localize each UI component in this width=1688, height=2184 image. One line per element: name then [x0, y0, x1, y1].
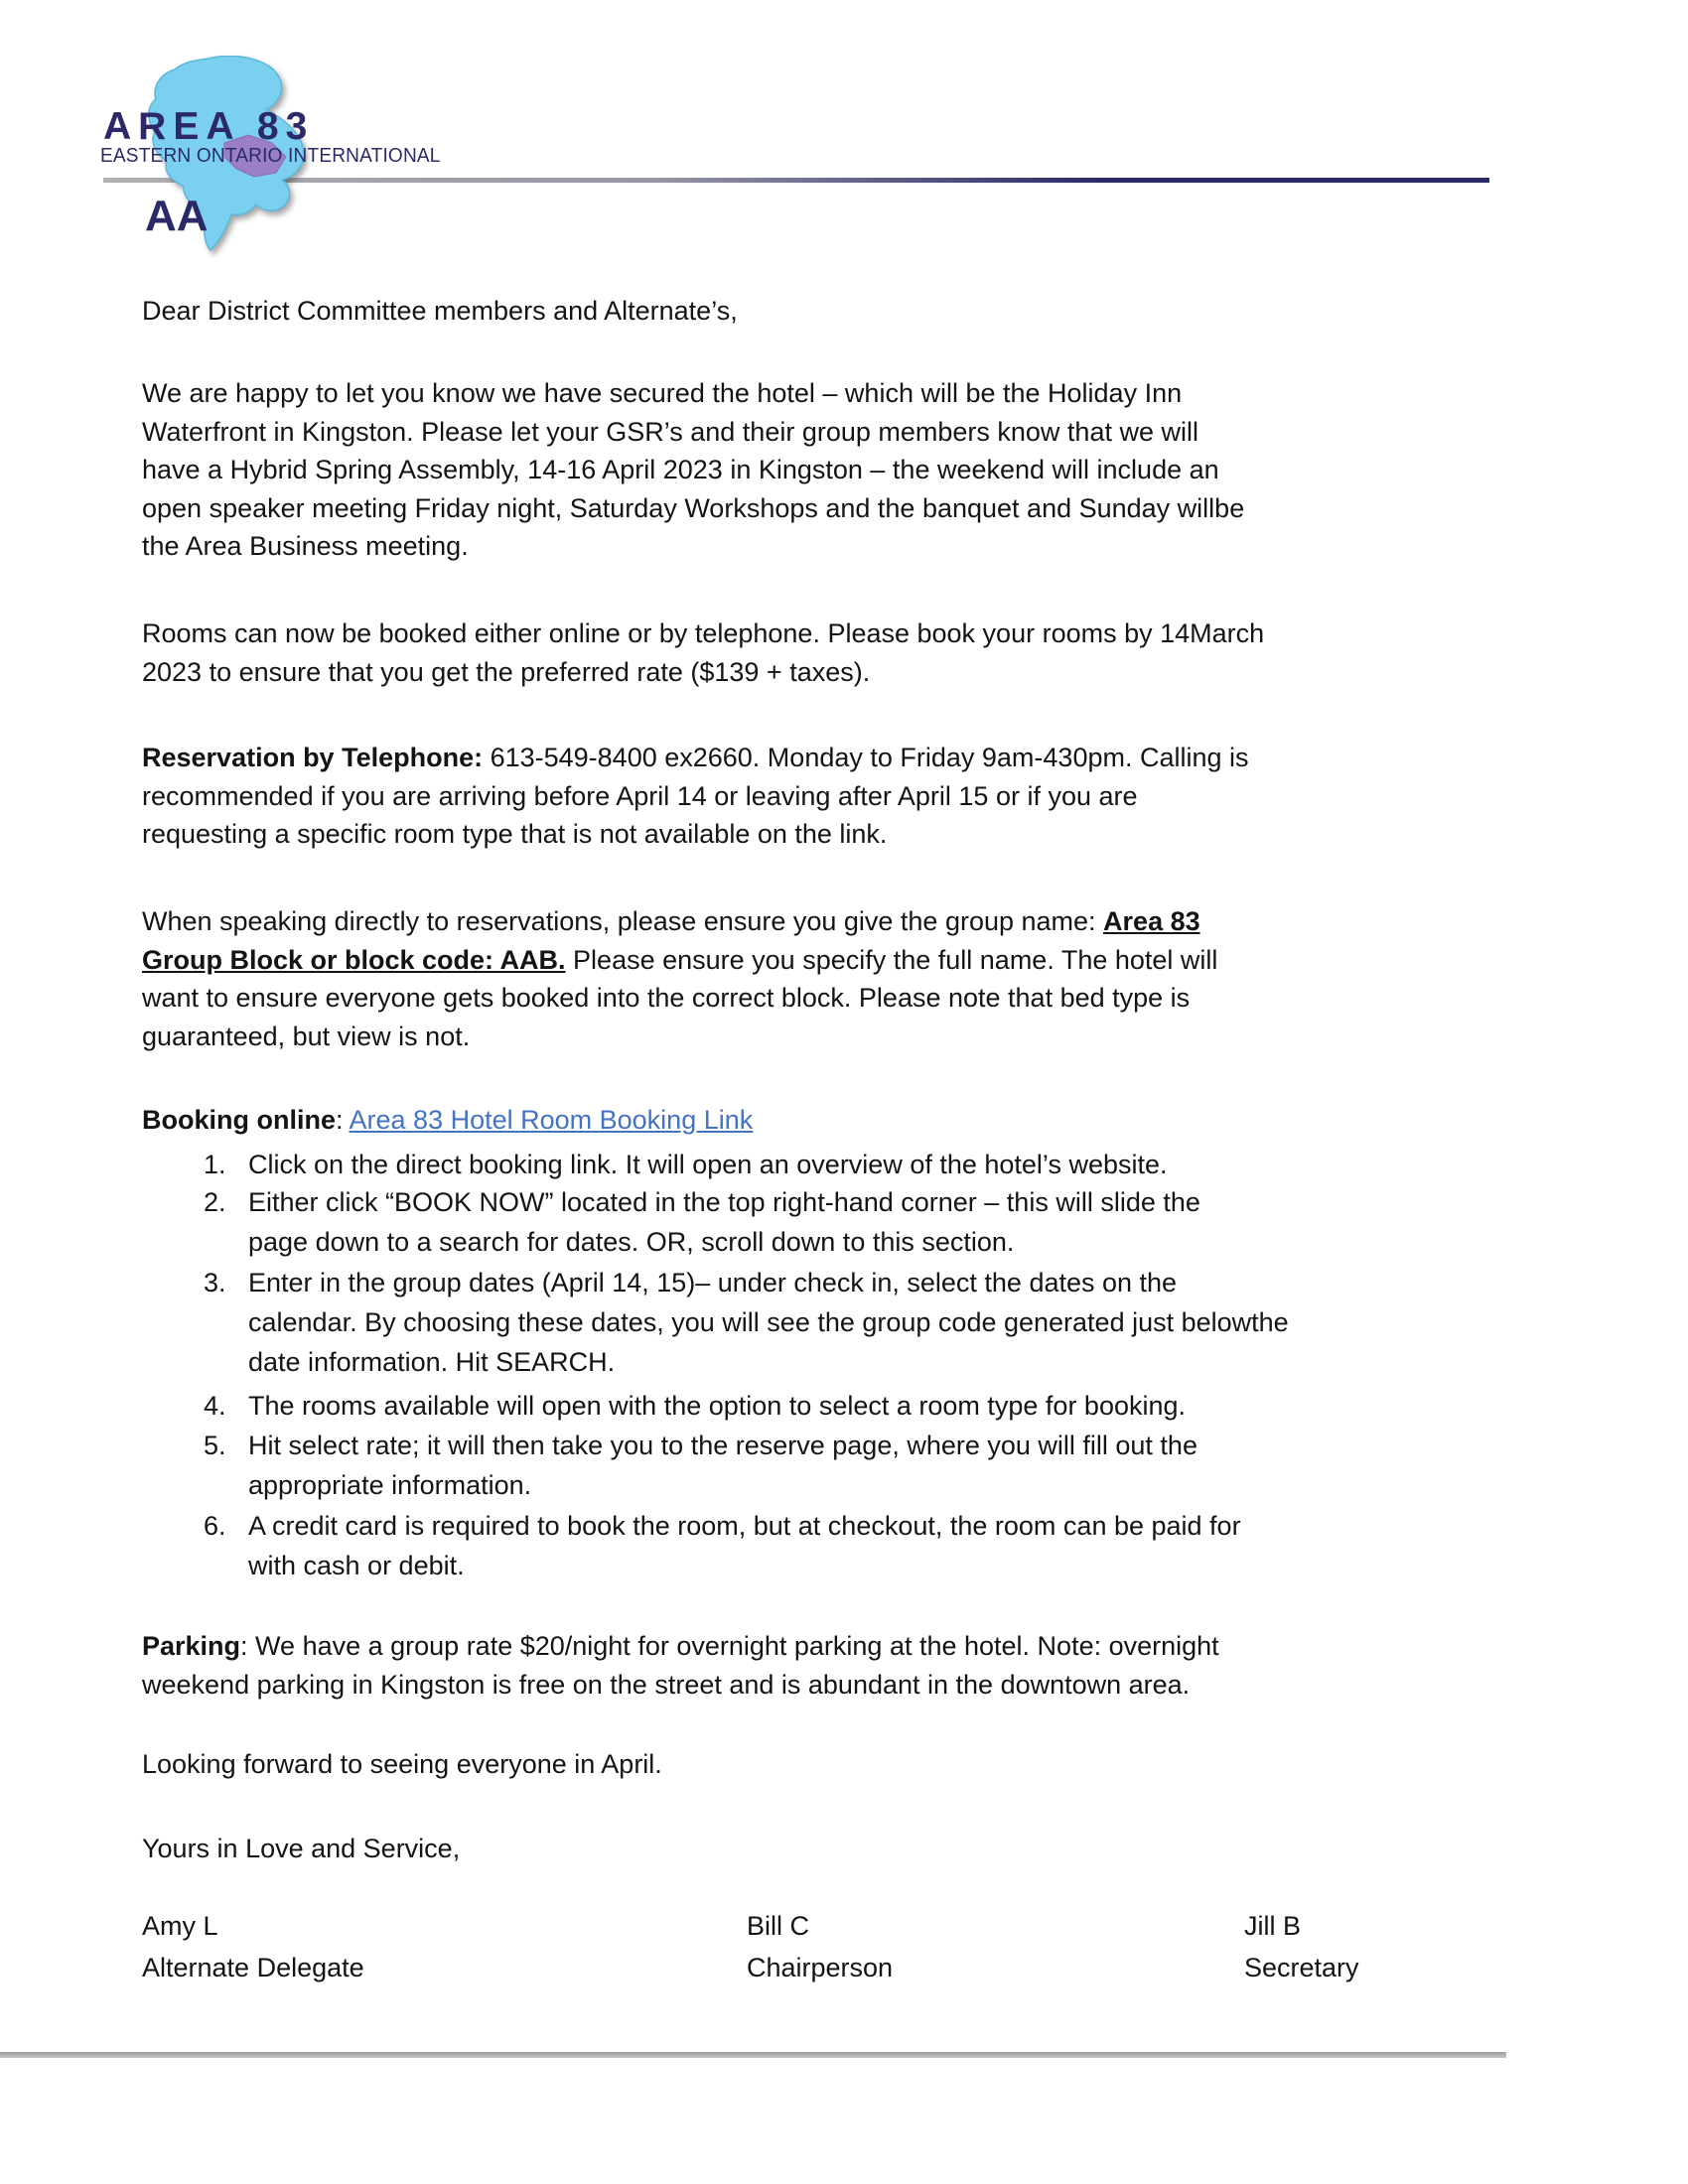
text-line: Click on the direct booking link. It will open an overview of the hotel’s website.	[248, 1150, 1168, 1179]
signature-amy	[142, 1905, 364, 1988]
signature-title: Alternate Delegate	[142, 1953, 364, 1982]
text-line: A credit card is required to book the room, but at checkout, the room can be paid for	[248, 1511, 1241, 1541]
step-number: 6.	[204, 1511, 226, 1541]
signature-bill	[747, 1905, 893, 1988]
text-line: Waterfront in Kingston. Please let your GSR’s and their group members know that we will	[142, 416, 1198, 447]
text-line: recommended if you are arriving before April 14 or leaving after April 15 or if you are	[142, 780, 1138, 811]
paragraph-booking-online	[142, 1101, 753, 1140]
closing-looking-forward	[142, 1745, 662, 1784]
step-item-1	[204, 1145, 1168, 1184]
text-line: Enter in the group dates (April 14, 15)– under check in, select the dates on the	[248, 1268, 1178, 1297]
text-line: open speaker meeting Friday night, Saturday Workshops and the banquet and Sunday willbe	[142, 492, 1245, 523]
text-line: weekend parking in Kingston is free on the street and is abundant in the downtown area.	[142, 1669, 1191, 1700]
step-item-5	[204, 1426, 1197, 1505]
paragraph-parking	[142, 1627, 1219, 1704]
step-number: 4.	[204, 1391, 226, 1421]
text-line: with cash or debit.	[248, 1551, 465, 1580]
step-number: 5.	[204, 1431, 226, 1460]
text-line: have a Hybrid Spring Assembly, 14-16 April 2023 in Kingston – the weekend will include an	[142, 455, 1219, 484]
closing-yours	[142, 1830, 460, 1868]
text-line: Either click “BOOK NOW” located in the top right-hand corner – this will slide the	[248, 1187, 1200, 1217]
text-line: Looking forward to seeing everyone in April.	[142, 1749, 662, 1779]
step-number: 3.	[204, 1268, 226, 1297]
booking-label: Booking online	[142, 1105, 336, 1135]
text-segment: :	[336, 1105, 350, 1135]
paragraph-hotel	[142, 374, 1244, 566]
text-line	[142, 739, 1249, 777]
signature-name: Amy L	[142, 1911, 218, 1941]
logo-title: AREA 83	[103, 105, 315, 148]
text-line: calendar. By choosing these dates, you will see the group code generated just belowthe	[248, 1307, 1289, 1337]
text-line	[142, 902, 1217, 941]
signature-title: Chairperson	[747, 1953, 894, 1982]
text-line	[142, 941, 1217, 980]
step-number: 1.	[204, 1150, 226, 1179]
text-line: Dear District Committee members and Alternate’s,	[142, 296, 738, 326]
paragraph-group-block	[142, 902, 1217, 1055]
text-line: guaranteed, but view is not.	[142, 1021, 471, 1051]
logo-aa-label: AA	[145, 192, 209, 240]
signature-title: Secretary	[1244, 1953, 1359, 1982]
group-name-emphasis: Area 83	[1103, 906, 1200, 936]
logo-subtitle: EASTERN ONTARIO INTERNATIONAL	[100, 144, 441, 167]
text-line: Rooms can now be booked either online or by telephone. Please book your rooms by 14March	[142, 618, 1265, 648]
paragraph-rooms	[142, 614, 1264, 691]
salutation	[142, 292, 738, 331]
block-code-emphasis: Group Block or block code: AAB.	[142, 944, 566, 975]
paragraph-phone	[142, 739, 1249, 854]
text-segment: Please ensure you specify the full name. The hotel will	[565, 944, 1218, 975]
phone-label: Reservation by Telephone:	[142, 743, 484, 772]
text-line: date information. Hit SEARCH.	[248, 1347, 616, 1377]
step-item-3	[204, 1263, 1289, 1382]
text-line: Yours in Love and Service,	[142, 1834, 461, 1863]
text-line: want to ensure everyone gets booked into the correct block. Please note that bed type is	[142, 983, 1191, 1013]
text-segment: When speaking directly to reservations, please ensure you give the group name:	[142, 906, 1104, 936]
step-number: 2.	[204, 1187, 226, 1217]
text-line: appropriate information.	[248, 1470, 532, 1500]
text-line: the Area Business meeting.	[142, 531, 469, 561]
parking-label: Parking	[142, 1631, 241, 1661]
text-line	[142, 1627, 1219, 1666]
signature-jill	[1244, 1905, 1359, 1988]
text-line: Hit select rate; it will then take you to the reserve page, where you will fill out the	[248, 1431, 1197, 1460]
step-item-2	[204, 1182, 1200, 1262]
step-item-4	[204, 1386, 1186, 1426]
text-line: The rooms available will open with the option to select a room type for booking.	[248, 1391, 1187, 1421]
booking-link[interactable]: Area 83 Hotel Room Booking Link	[349, 1105, 754, 1135]
text-line: requesting a specific room type that is not available on the link.	[142, 819, 888, 849]
text-segment: : We have a group rate $20/night for overnight parking at the hotel. Note: overnight	[240, 1631, 1219, 1661]
text-segment: 613-549-8400 ex2660. Monday to Friday 9am-430pm. Calling is	[483, 743, 1249, 772]
text-line: We are happy to let you know we have secured the hotel – which will be the Holiday Inn	[142, 378, 1183, 408]
step-item-6	[204, 1506, 1241, 1585]
footer-rule	[0, 2052, 1506, 2058]
text-line: 2023 to ensure that you get the preferred rate ($139 + taxes).	[142, 656, 871, 687]
text-line	[142, 1101, 753, 1140]
signature-name: Jill B	[1244, 1911, 1302, 1941]
text-line: page down to a search for dates. OR, scroll down to this section.	[248, 1227, 1015, 1257]
signature-name: Bill C	[747, 1911, 810, 1941]
